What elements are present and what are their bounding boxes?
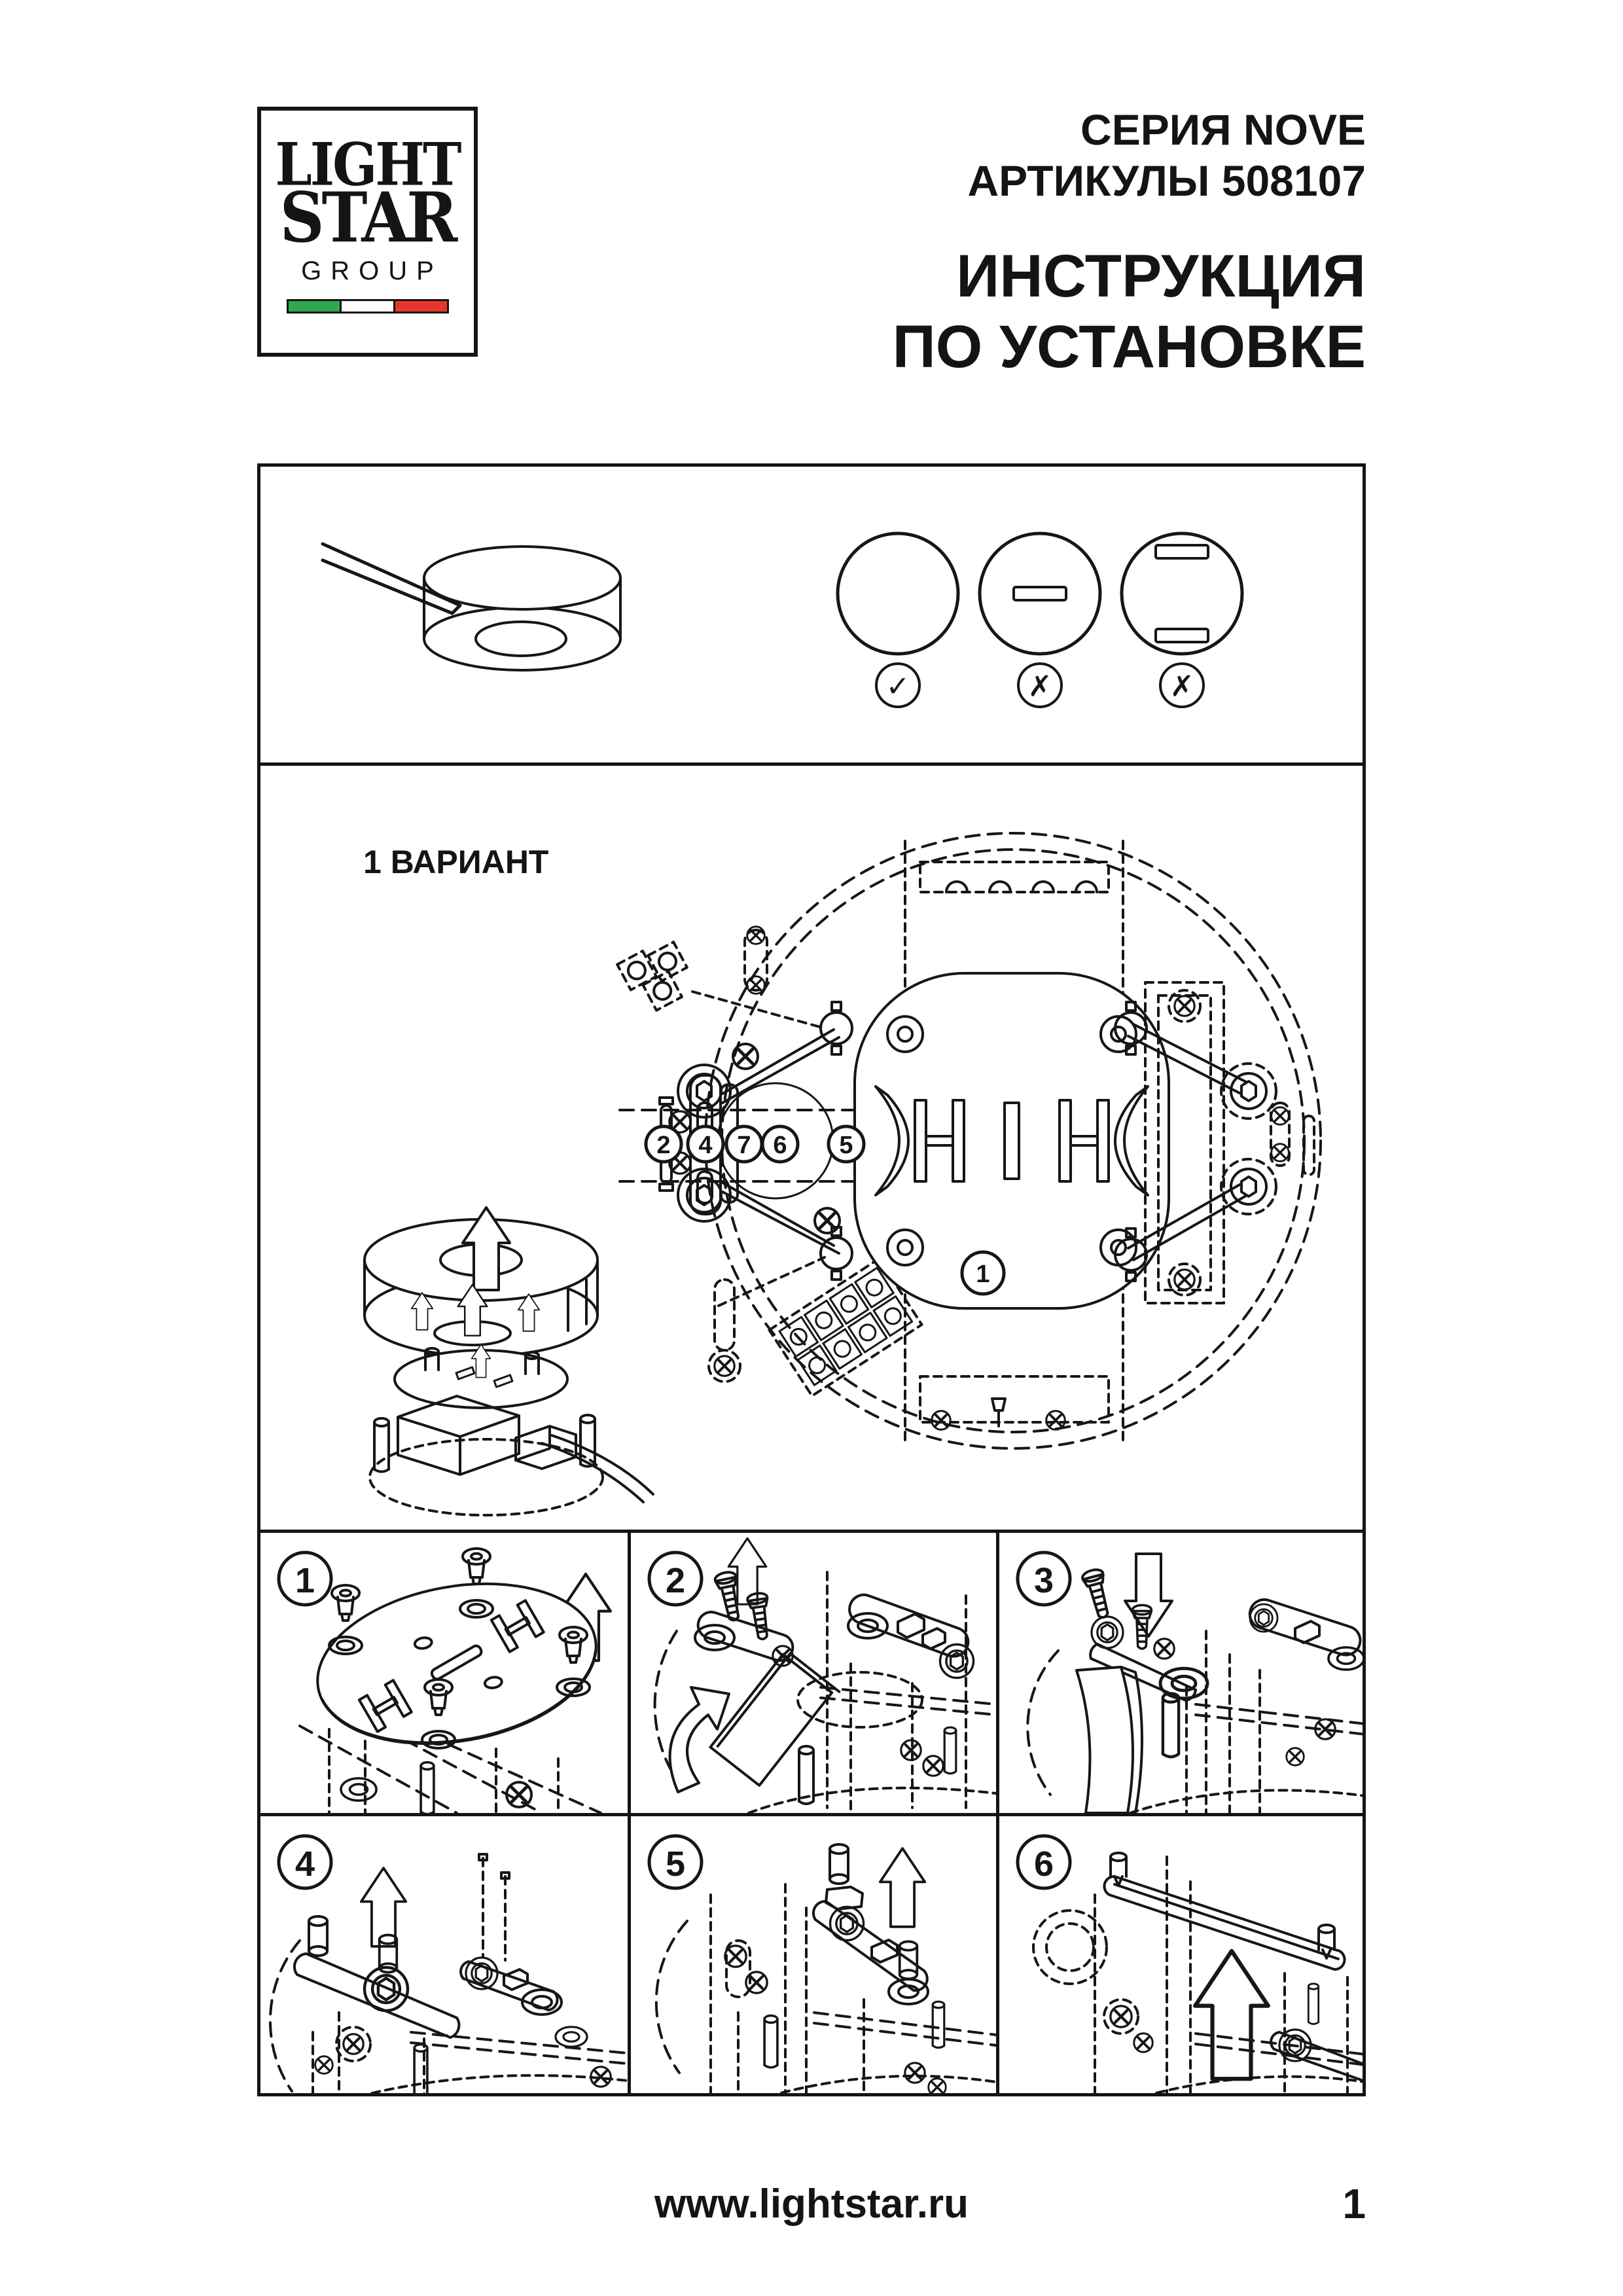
screw-side-view xyxy=(1081,1568,1114,1620)
step-2-drawing xyxy=(631,1533,996,1813)
screw-side-view xyxy=(747,1592,773,1640)
lamp-base-top-view xyxy=(617,833,1321,1448)
surface-option-plain xyxy=(838,533,958,654)
step-badge xyxy=(1018,1836,1070,1888)
step-4-drawing xyxy=(260,1816,628,2096)
svg-text:✗: ✗ xyxy=(1169,670,1194,704)
articles-line: АРТИКУЛЫ 508107 xyxy=(967,156,1366,205)
flag-white xyxy=(340,301,395,312)
screw-icon xyxy=(815,1208,840,1233)
content-frame xyxy=(257,463,1366,2096)
title-line-1: ИНСТРУКЦИЯ xyxy=(956,242,1366,310)
flag-green xyxy=(289,301,340,312)
screw-icon xyxy=(1134,2034,1153,2053)
flag-red xyxy=(395,301,447,312)
stand-off-post xyxy=(421,1763,434,1813)
slot-cutout-bottom xyxy=(1156,629,1208,642)
check-icon xyxy=(876,664,919,707)
right-fastener-assembly xyxy=(1115,982,1314,1303)
svg-text:3: 3 xyxy=(1033,1561,1054,1600)
screw-icon xyxy=(1272,1107,1289,1125)
spring-arm-bracket xyxy=(1246,1596,1364,1670)
left-fastener-assembly xyxy=(660,992,852,1382)
lightstar-logo xyxy=(257,107,478,357)
svg-text:1: 1 xyxy=(294,1561,315,1600)
mounting-plate-top-view xyxy=(855,973,1169,1308)
step-badge xyxy=(649,1836,702,1888)
screw-icon xyxy=(715,1356,734,1376)
logo-word-star: STAR xyxy=(279,177,455,259)
intro-surfaces-drawing xyxy=(260,467,1363,762)
screw-icon xyxy=(929,2079,946,2096)
screw-icon xyxy=(923,1756,943,1776)
svg-text:2: 2 xyxy=(656,1132,671,1159)
stand-off-post xyxy=(944,1727,956,1773)
step-badge xyxy=(279,1552,331,1605)
ceiling-lamp-side-view xyxy=(323,544,620,670)
svg-text:✗: ✗ xyxy=(1027,670,1052,704)
screw-icon xyxy=(1111,2006,1132,2027)
svg-text:5: 5 xyxy=(839,1132,853,1159)
step-badge xyxy=(279,1836,331,1888)
slot-cutout xyxy=(1014,587,1066,600)
arm-anchor xyxy=(821,1002,852,1054)
cross-bar xyxy=(1104,1853,1344,1969)
screw-icon xyxy=(1175,996,1194,1016)
step-6-drawing xyxy=(999,1816,1366,2096)
slot-cutout-top xyxy=(1156,545,1208,558)
lamp-top-face xyxy=(424,547,620,609)
rotate-arrow-icon xyxy=(670,1687,729,1792)
surface-option-two-slots xyxy=(1122,533,1242,654)
screw-icon xyxy=(1287,1748,1304,1766)
screw-icon xyxy=(733,1044,758,1069)
document-title-block xyxy=(893,105,1366,383)
svg-text:5: 5 xyxy=(665,1844,686,1884)
hex-bolt xyxy=(678,1065,730,1117)
arrow-down-icon xyxy=(1125,1554,1172,1636)
spare-parts-ghost xyxy=(617,936,698,1016)
svg-text:4: 4 xyxy=(698,1132,713,1159)
stand-off-post xyxy=(1163,1693,1179,1757)
screw-icon xyxy=(344,2034,363,2054)
bracket-pad xyxy=(556,2027,587,2047)
title-line-2: ПО УСТАНОВКЕ xyxy=(892,314,1366,381)
callout-6 xyxy=(762,1126,798,1162)
arrow-up-icon xyxy=(880,1848,925,1927)
callout-1 xyxy=(962,1252,1004,1294)
cross-icon xyxy=(1160,664,1204,707)
stand-off-post xyxy=(1308,1984,1318,2024)
step-badge xyxy=(649,1552,702,1605)
bracket-pad xyxy=(341,1778,376,1801)
svg-text:6: 6 xyxy=(1033,1844,1054,1884)
step-badge xyxy=(1018,1552,1070,1605)
page-number: 1 xyxy=(1342,2180,1366,2227)
variant-heading: 1 ВАРИАНТ xyxy=(363,844,549,880)
website-url: www.lightstar.ru xyxy=(654,2181,969,2227)
svg-text:7: 7 xyxy=(737,1132,751,1159)
screw-icon xyxy=(725,1946,746,1967)
svg-text:2: 2 xyxy=(665,1561,686,1600)
arrow-up-icon xyxy=(1195,1951,1268,2079)
callout-2 xyxy=(646,1126,681,1162)
band-scallops xyxy=(946,882,1097,892)
arrow-up-icon xyxy=(518,1294,539,1331)
stand-off-post xyxy=(933,2001,944,2047)
step-5-drawing xyxy=(631,1816,996,2096)
lamp-base-mini xyxy=(370,1396,653,1515)
svg-text:4: 4 xyxy=(294,1844,315,1884)
cable-mini xyxy=(542,1435,653,1502)
screw-icon xyxy=(1046,1411,1065,1430)
spring-arm-bracket xyxy=(846,1591,974,1678)
callout-5 xyxy=(829,1126,864,1162)
svg-text:✓: ✓ xyxy=(885,670,910,704)
callout-4 xyxy=(688,1126,723,1162)
clamp-plate xyxy=(1077,1667,1133,1813)
callout-7 xyxy=(726,1126,762,1162)
screw-icon xyxy=(1175,1270,1194,1289)
lamp-bottom-hole xyxy=(476,622,566,656)
step-1-drawing xyxy=(260,1533,628,1813)
logo-word-group: GROUP xyxy=(301,256,443,285)
svg-text:6: 6 xyxy=(773,1132,787,1159)
spring-arm-bracket xyxy=(461,1958,562,2015)
cross-icon xyxy=(1018,664,1061,707)
series-line: СЕРИЯ NOVE xyxy=(1080,105,1366,154)
screw-icon xyxy=(905,2063,925,2083)
stand-off-post xyxy=(764,2016,777,2068)
exploded-assembly-view xyxy=(365,1208,653,1515)
stand-off-post xyxy=(799,1746,813,1804)
svg-text:1: 1 xyxy=(976,1261,990,1288)
screw-icon xyxy=(315,2056,333,2074)
step-3-drawing xyxy=(999,1533,1366,1813)
hex-bolt xyxy=(678,1169,730,1221)
screw-icon xyxy=(1272,1144,1289,1162)
surface-option-one-slot xyxy=(980,533,1100,654)
logo-word-light: LIGHT xyxy=(275,130,460,199)
bracket-pad xyxy=(695,1625,734,1650)
arrow-up-icon xyxy=(412,1293,433,1330)
italian-flag-bar xyxy=(287,299,449,314)
variant-1-diagram xyxy=(260,762,1363,1530)
